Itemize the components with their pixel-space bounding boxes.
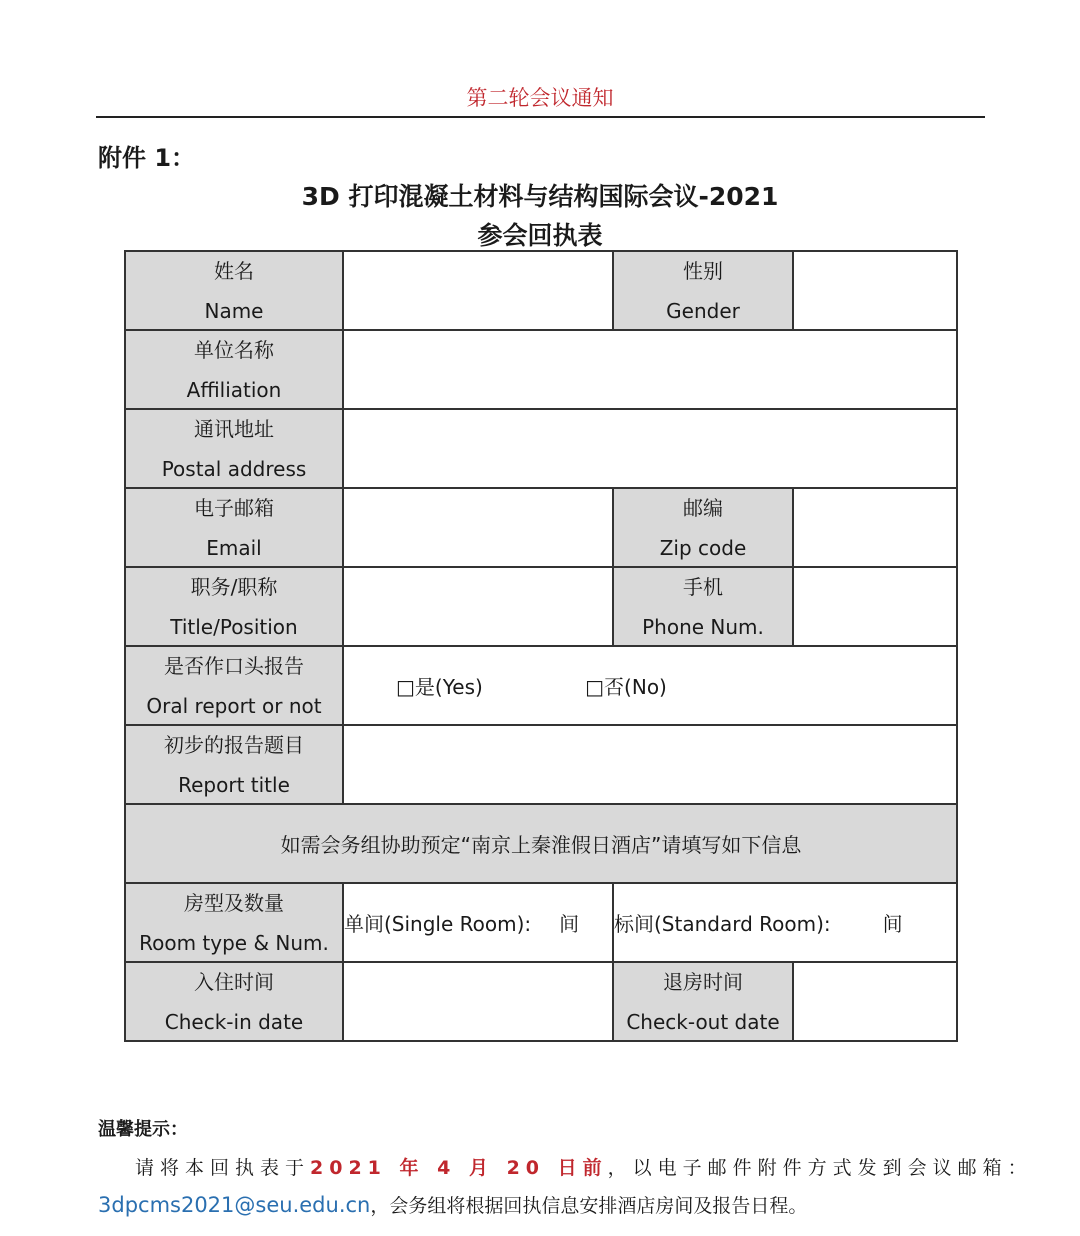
header-title: 第二轮会议通知 bbox=[466, 86, 614, 110]
zip-code-label-en: Zip code bbox=[659, 535, 747, 560]
report-title-label-zh: 初步的报告题目 bbox=[164, 732, 304, 757]
form-title: 3D 打印混凝土材料与结构国际会议-2021 bbox=[301, 182, 779, 211]
title-position-label bbox=[125, 567, 343, 646]
name-label-en: Name bbox=[204, 298, 264, 323]
oral-report-options bbox=[343, 646, 957, 725]
oral-report-no-checkbox[interactable]: □否(No) bbox=[585, 675, 667, 699]
postal-address-field[interactable] bbox=[343, 409, 957, 488]
phone-label-en: Phone Num. bbox=[642, 614, 764, 639]
oral-report-yes-checkbox[interactable]: □是(Yes) bbox=[396, 675, 483, 699]
room-type-label-zh: 房型及数量 bbox=[184, 890, 284, 915]
check-in-field[interactable] bbox=[343, 962, 613, 1041]
email-label-en: Email bbox=[206, 535, 262, 560]
postal-address-label-zh: 通讯地址 bbox=[194, 416, 274, 441]
table-row bbox=[125, 646, 957, 725]
gender-field[interactable] bbox=[793, 251, 957, 330]
zip-code-field[interactable] bbox=[793, 488, 957, 567]
room-type-label bbox=[125, 883, 343, 962]
email-label bbox=[125, 488, 343, 567]
table-row bbox=[125, 409, 957, 488]
gender-label-zh: 性别 bbox=[683, 258, 723, 283]
affiliation-label-en: Affiliation bbox=[186, 377, 282, 402]
oral-report-label-zh: 是否作口头报告 bbox=[164, 653, 304, 678]
title-position-field[interactable] bbox=[343, 567, 613, 646]
email-field[interactable] bbox=[343, 488, 613, 567]
table-row bbox=[125, 488, 957, 567]
postal-address-label-en: Postal address bbox=[161, 456, 307, 481]
tips-prefix: 请将本回执表于 bbox=[135, 1157, 311, 1179]
table-row bbox=[125, 804, 957, 883]
title-position-label-zh: 职务/职称 bbox=[190, 574, 278, 599]
phone-label-zh: 手机 bbox=[683, 574, 723, 599]
phone-field[interactable] bbox=[793, 567, 957, 646]
tips-line-2 bbox=[98, 1191, 807, 1218]
check-out-label-zh: 退房时间 bbox=[663, 969, 743, 994]
check-out-label-en: Check-out date bbox=[626, 1009, 780, 1034]
header-divider bbox=[96, 116, 985, 118]
affiliation-label-zh: 单位名称 bbox=[194, 337, 274, 362]
hotel-booking-notice: 如需会务组协助预定“南京上秦淮假日酒店”请填写如下信息 bbox=[125, 804, 957, 883]
oral-report-label-en: Oral report or not bbox=[146, 693, 322, 718]
table-row bbox=[125, 567, 957, 646]
postal-address-label bbox=[125, 409, 343, 488]
title-position-label-en: Title/Position bbox=[170, 614, 298, 639]
standard-room-label: 标间(Standard Room): bbox=[614, 912, 831, 936]
table-row bbox=[125, 725, 957, 804]
deadline-date: 2021 年 4 月 20 日前 bbox=[310, 1157, 608, 1179]
affiliation-label bbox=[125, 330, 343, 409]
email-label-zh: 电子邮箱 bbox=[194, 495, 274, 520]
single-room-unit: 间 bbox=[559, 912, 580, 936]
standard-room-unit: 间 bbox=[882, 912, 903, 936]
tips-suffix: ，以电子邮件附件方式发到会议邮箱： bbox=[607, 1157, 1033, 1179]
table-row bbox=[125, 330, 957, 409]
check-in-label bbox=[125, 962, 343, 1041]
tips-line-2-text: ，会务组将根据回执信息安排酒店房间及报告日程。 bbox=[370, 1195, 808, 1217]
single-room-field[interactable] bbox=[343, 883, 613, 962]
table-row bbox=[125, 962, 957, 1041]
single-room-label: 单间(Single Room): bbox=[344, 912, 532, 936]
form-subtitle: 参会回执表 bbox=[477, 221, 603, 250]
oral-report-label bbox=[125, 646, 343, 725]
check-in-label-zh: 入住时间 bbox=[194, 969, 274, 994]
tips-label: 温馨提示： bbox=[98, 1119, 188, 1140]
check-in-label-en: Check-in date bbox=[164, 1009, 304, 1034]
name-label-zh: 姓名 bbox=[214, 258, 254, 283]
registration-form-table bbox=[124, 250, 958, 1042]
name-field[interactable] bbox=[343, 251, 613, 330]
table-row bbox=[125, 883, 957, 962]
attachment-label: 附件 1： bbox=[98, 144, 196, 172]
report-title-label-en: Report title bbox=[178, 772, 290, 797]
zip-code-label-zh: 邮编 bbox=[683, 495, 723, 520]
zip-code-label bbox=[613, 488, 793, 567]
phone-label bbox=[613, 567, 793, 646]
affiliation-field[interactable] bbox=[343, 330, 957, 409]
table-row bbox=[125, 251, 957, 330]
name-label bbox=[125, 251, 343, 330]
gender-label bbox=[613, 251, 793, 330]
tips-line-1 bbox=[135, 1153, 1033, 1180]
standard-room-field[interactable] bbox=[613, 883, 957, 962]
report-title-label bbox=[125, 725, 343, 804]
report-title-field[interactable] bbox=[343, 725, 957, 804]
check-out-label bbox=[613, 962, 793, 1041]
room-type-label-en: Room type & Num. bbox=[139, 930, 329, 955]
conference-email-link[interactable]: 3dpcms2021@seu.edu.cn bbox=[98, 1193, 371, 1217]
gender-label-en: Gender bbox=[666, 298, 740, 323]
check-out-field[interactable] bbox=[793, 962, 957, 1041]
